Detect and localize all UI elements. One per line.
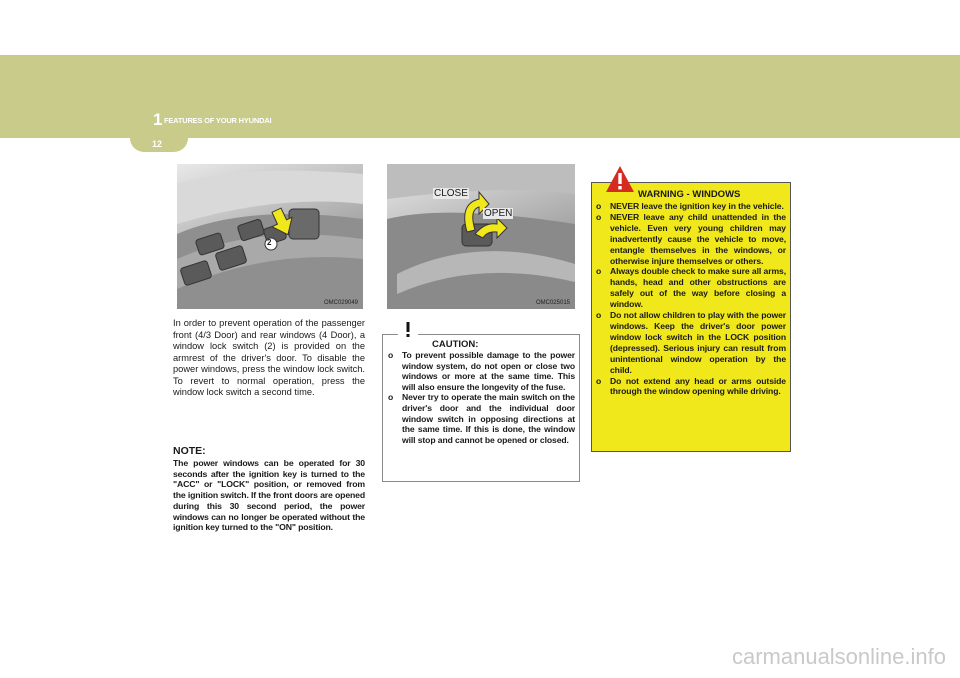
callout-number: 2 [267, 238, 272, 247]
note-heading: NOTE: [173, 445, 206, 457]
list-item: o Always double check to make sure all arms, hands, head and other obstructions are safely out of the way before closing a window. [596, 266, 786, 310]
chapter-number: 1 [153, 110, 163, 129]
list-item: o Never try to operate the main switch on the driver's door and the individual door window switch in opposing directions at the same time. If this is done, the window will stop and cannot be opened or closed. [388, 392, 575, 445]
chapter-title: FEATURES OF YOUR HYUNDAI [164, 116, 272, 125]
caution-triangle-icon [395, 316, 421, 340]
list-item: o Do not allow children to play with the power windows. Keep the driver's door power window lock switch in the LOCK position (depressed). Serious injury can result from unintentional window operation by the child. [596, 310, 786, 375]
list-item: o NEVER leave the ignition key in the vehicle. [596, 201, 784, 211]
footer-watermark: carmanualsonline.info [731, 644, 946, 669]
warning-heading: WARNING - WINDOWS [638, 189, 741, 200]
page-number: 12 [152, 139, 163, 149]
switch-illustration [387, 164, 575, 309]
header-band [0, 55, 960, 138]
figure-code: OMC025015 [535, 300, 570, 306]
window-lock-switch-photo [177, 164, 363, 309]
caution-heading: CAUTION: [432, 339, 479, 350]
window-switch-photo [387, 164, 575, 309]
warning-triangle-icon [605, 165, 635, 193]
note-text: The power windows can be operated for 30 seconds after the ignition key is turned to the "ACC" or "LOCK" position, or removed from the ignition switch. If the front doors are opened during this 30 second period, the power windows can no longer be operated without the ignition key turned to the "ON" position. [173, 458, 365, 533]
list-item: o NEVER leave any child unattended in the vehicle. Even very young children may inadvertently cause the vehicle to move, entangle themselves in the windows, or otherwise injure themselves or others. [596, 211, 786, 266]
warning-list [596, 201, 786, 397]
caution-list [388, 350, 575, 445]
list-item: o Do not extend any head or arms outside through the window opening while driving. [596, 375, 786, 397]
list-item: o To prevent possible damage to the power window system, do not open or close two windows or more at the same time. This will also ensure the longevity of the fuse. [388, 350, 575, 392]
window-lock-description: In order to prevent operation of the passenger front (4/3 Door) and rear windows (4 Door), a window lock switch (2) is provided on the armrest of the driver's door. To disable the power windows, press the window lock switch. To revert to normal operation, press the window lock switch a second time. [173, 318, 365, 397]
open-label: OPEN [484, 208, 513, 219]
figure-code: OMC029049 [323, 300, 358, 306]
armrest-illustration [177, 164, 363, 309]
close-label: CLOSE [434, 188, 468, 199]
